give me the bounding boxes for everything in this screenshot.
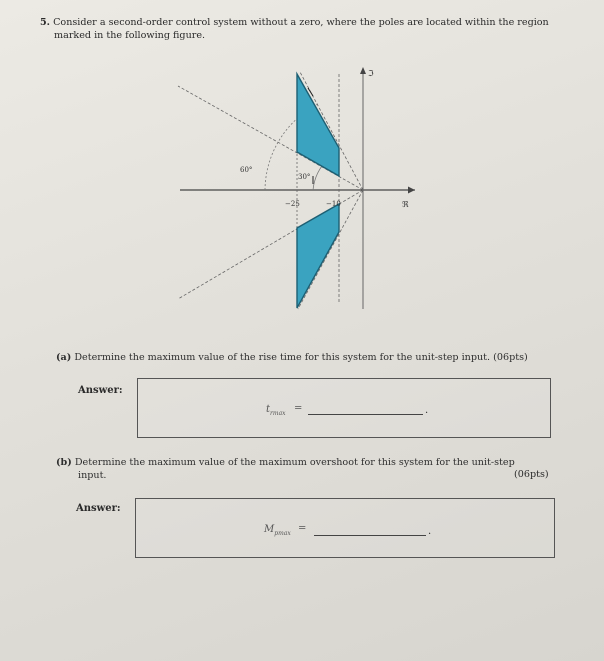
var-a-sub: r <box>270 410 273 417</box>
real-axis-label: ℜ <box>402 200 409 209</box>
part-a-answer-label: Answer: <box>78 385 123 396</box>
part-b-points: (06pts) <box>514 469 549 480</box>
question-text-line2: marked in the following figure. <box>54 30 206 41</box>
tick-minus-10-label: −10 <box>326 200 341 208</box>
var-b-sub: p <box>274 530 279 537</box>
part-b-period: . <box>428 526 432 537</box>
question-statement <box>40 16 560 42</box>
pole-region-lower <box>297 204 339 308</box>
var-a-main: t <box>266 404 271 415</box>
part-b-label: (b) <box>56 457 72 468</box>
angle-60-label: 60° <box>240 166 253 174</box>
part-a-period: . <box>425 405 429 416</box>
part-b-variable <box>264 524 291 537</box>
imaginary-axis-arrow-icon <box>360 67 366 74</box>
part-a-variable <box>266 404 286 417</box>
part-b-question <box>56 456 556 482</box>
real-axis-arrow-icon <box>408 187 415 194</box>
part-a-answer-box[interactable] <box>137 378 551 438</box>
part-a-text: Determine the maximum value of the rise time for this system for the unit-step input. <box>74 352 491 363</box>
part-a-points: (06pts) <box>493 352 528 363</box>
part-a-answer-blank[interactable] <box>308 414 423 415</box>
part-a-question <box>56 351 556 364</box>
part-b-text-line2: input. <box>78 470 107 481</box>
part-b-answer-label: Answer: <box>76 503 121 514</box>
part-a-equals: = <box>294 403 303 414</box>
part-b-answer-box[interactable] <box>135 498 555 558</box>
var-b-subsub: max <box>278 530 291 537</box>
question-number: 5. <box>40 17 51 28</box>
imaginary-axis-label: ℑ <box>368 69 374 78</box>
pole-region-upper <box>297 74 339 176</box>
angle-30-label: 30° <box>298 173 311 181</box>
part-b-equals: = <box>298 523 307 534</box>
question-text-line1: Consider a second-order control system without a zero, where the poles are located within the region <box>53 17 549 28</box>
s-plane-figure <box>170 64 430 314</box>
part-b-answer-blank[interactable] <box>314 535 426 536</box>
part-a-label: (a) <box>56 352 72 363</box>
var-a-subsub: max <box>272 410 286 417</box>
var-b-main: M <box>264 524 275 535</box>
part-b-text-line1: Determine the maximum value of the maximum overshoot for this system for the unit-step <box>74 457 515 468</box>
tick-minus-25-label: −25 <box>285 200 300 208</box>
